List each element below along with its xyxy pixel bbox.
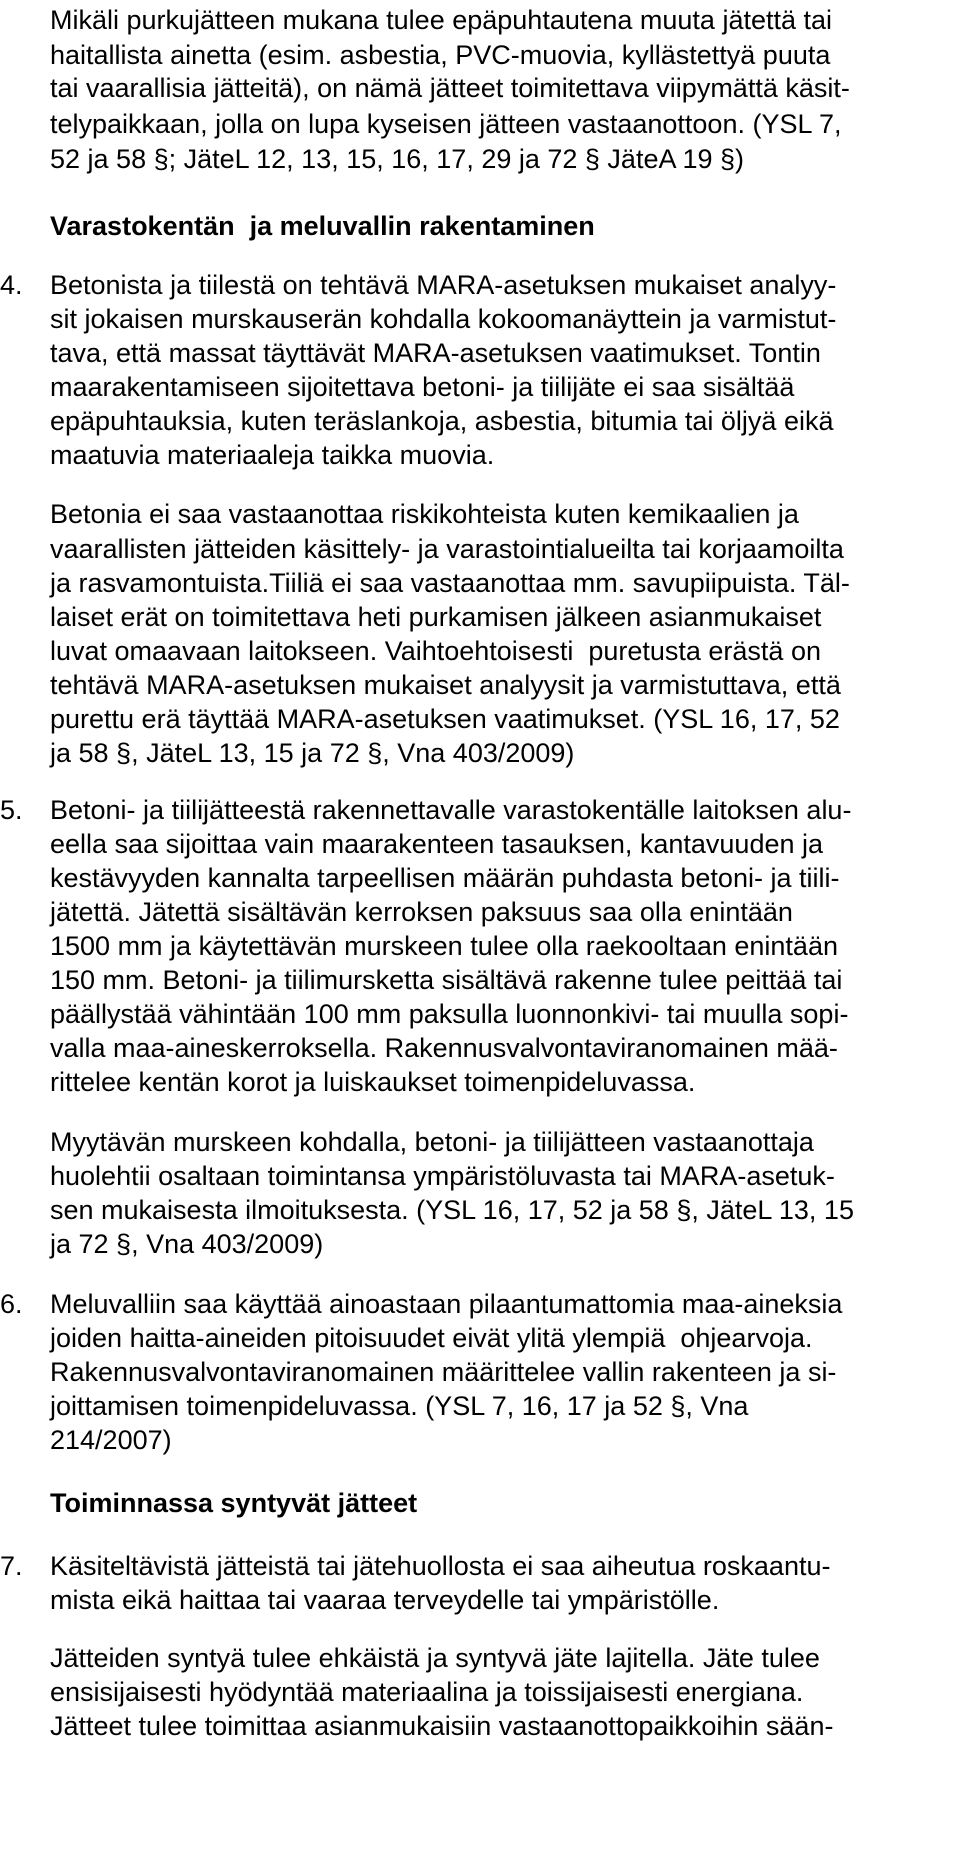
text-line: luvat omaavaan laitokseen. Vaihtoehtoisesti puretusta erästä on [50,636,821,666]
text-line: huolehtii osaltaan toimintansa ympäristöluvasta tai MARA-asetuk- [50,1161,835,1191]
text-line: Betoni- ja tiilijätteestä rakennettavalle varastokentälle laitoksen alu- [50,795,852,825]
text-line: ja rasvamontuista.Tiiliä ei saa vastaanottaa mm. savupiipuista. Täl- [50,568,850,598]
text-line: epäpuhtauksia, kuten teräslankoja, asbestia, bitumia tai öljyä eikä [50,406,834,436]
text-line: tehtävä MARA-asetuksen mukaiset analyysit ja varmistuttava, että [50,670,841,700]
text-line: Käsiteltävistä jätteistä tai jätehuollosta ei saa aiheutua roskaantu- [50,1551,831,1581]
text-line: mista eikä haittaa tai vaaraa terveydelle tai ympäristölle. [50,1585,720,1615]
text-line: Meluvalliin saa käyttää ainoastaan pilaantumattomia maa-aineksia [50,1289,843,1319]
text-line: Jätteiden syntyä tulee ehkäistä ja syntyvä jäte lajitella. Jäte tulee [50,1643,820,1673]
text-line: haitallista ainetta (esim. asbestia, PVC-muovia, kyllästettyä puuta [50,40,831,70]
text-line: tava, että massat täyttävät MARA-asetuksen vaatimukset. Tontin [50,338,821,368]
text-line: telypaikkaan, jolla on lupa kyseisen jätteen vastaanottoon. (YSL 7, [50,109,842,139]
heading-text: Varastokentän ja meluvallin rakentaminen [50,211,595,241]
text-line: Betonia ei saa vastaanottaa riskikohteista kuten kemikaalien ja [50,499,799,529]
text-line: päällystää vähintään 100 mm paksulla luonnonkivi- tai muulla sopi- [50,999,849,1029]
paragraph-number: 5. [0,795,23,825]
text-line: joittamisen toimenpideluvassa. (YSL 7, 16, 17 ja 52 §, Vna [50,1391,749,1421]
text-line: vaarallisten jätteiden käsittely- ja varastointialueilta tai korjaamoilta [50,534,844,564]
text-line: Mikäli purkujätteen mukana tulee epäpuhtautena muuta jätettä tai [50,5,833,35]
text-line: Myytävän murskeen kohdalla, betoni- ja tiilijätteen vastaanottaja [50,1127,814,1157]
text-line: ja 72 §, Vna 403/2009) [50,1229,324,1259]
text-line: rittelee kentän korot ja luiskaukset toimenpideluvassa. [50,1067,696,1097]
text-line: purettu erä täyttää MARA-asetuksen vaatimukset. (YSL 16, 17, 52 [50,704,840,734]
text-line: sen mukaisesta ilmoituksesta. (YSL 16, 17, 52 ja 58 §, JäteL 13, 15 [50,1195,854,1225]
text-line: sit jokaisen murskauserän kohdalla kokoomanäyttein ja varmistut- [50,304,837,334]
text-line: maatuvia materiaaleja taikka muovia. [50,440,495,470]
paragraph-number: 7. [0,1551,23,1581]
text-line: 1500 mm ja käytettävän murskeen tulee olla raekooltaan enintään [50,931,838,961]
text-line: valla maa-aineskerroksella. Rakennusvalvontaviranomainen mää- [50,1033,838,1063]
text-line: maarakentamiseen sijoitettava betoni- ja tiilijäte ei saa sisältää [50,372,795,402]
paragraph-number: 6. [0,1289,23,1319]
text-line: ja 58 §, JäteL 13, 15 ja 72 §, Vna 403/2009) [50,738,575,768]
text-line: kestävyyden kannalta tarpeellisen määrän puhdasta betoni- ja tiili- [50,863,840,893]
text-line: 214/2007) [50,1425,172,1455]
heading-text: Toiminnassa syntyvät jätteet [50,1488,418,1518]
text-line: joiden haitta-aineiden pitoisuudet eivät ylitä ylempiä ohjearvoja. [50,1323,813,1353]
text-line: Betonista ja tiilestä on tehtävä MARA-asetuksen mukaiset analyy- [50,270,837,300]
text-line: Rakennusvalvontaviranomainen määrittelee vallin rakenteen ja si- [50,1357,837,1387]
text-line: eella saa sijoittaa vain maarakenteen tasauksen, kantavuuden ja [50,829,824,859]
text-line: tai vaarallisia jätteitä), on nämä jätteet toimitettava viipymättä käsit- [50,73,850,103]
text-line: Jätteet tulee toimittaa asianmukaisiin vastaanottopaikkoihin sään- [50,1711,834,1741]
paragraph-number: 4. [0,270,23,300]
text-line: 52 ja 58 §; JäteL 12, 13, 15, 16, 17, 29 ja 72 § JäteA 19 §) [50,144,745,174]
text-line: 150 mm. Betoni- ja tiilimursketta sisältävä rakenne tulee peittää tai [50,965,843,995]
text-line: ensisijaisesti hyödyntää materiaalina ja toissijaisesti energiana. [50,1677,804,1707]
text-line: jätettä. Jätettä sisältävän kerroksen paksuus saa olla enintään [50,897,793,927]
text-line: laiset erät on toimitettava heti purkamisen jälkeen asianmukaiset [50,602,822,632]
